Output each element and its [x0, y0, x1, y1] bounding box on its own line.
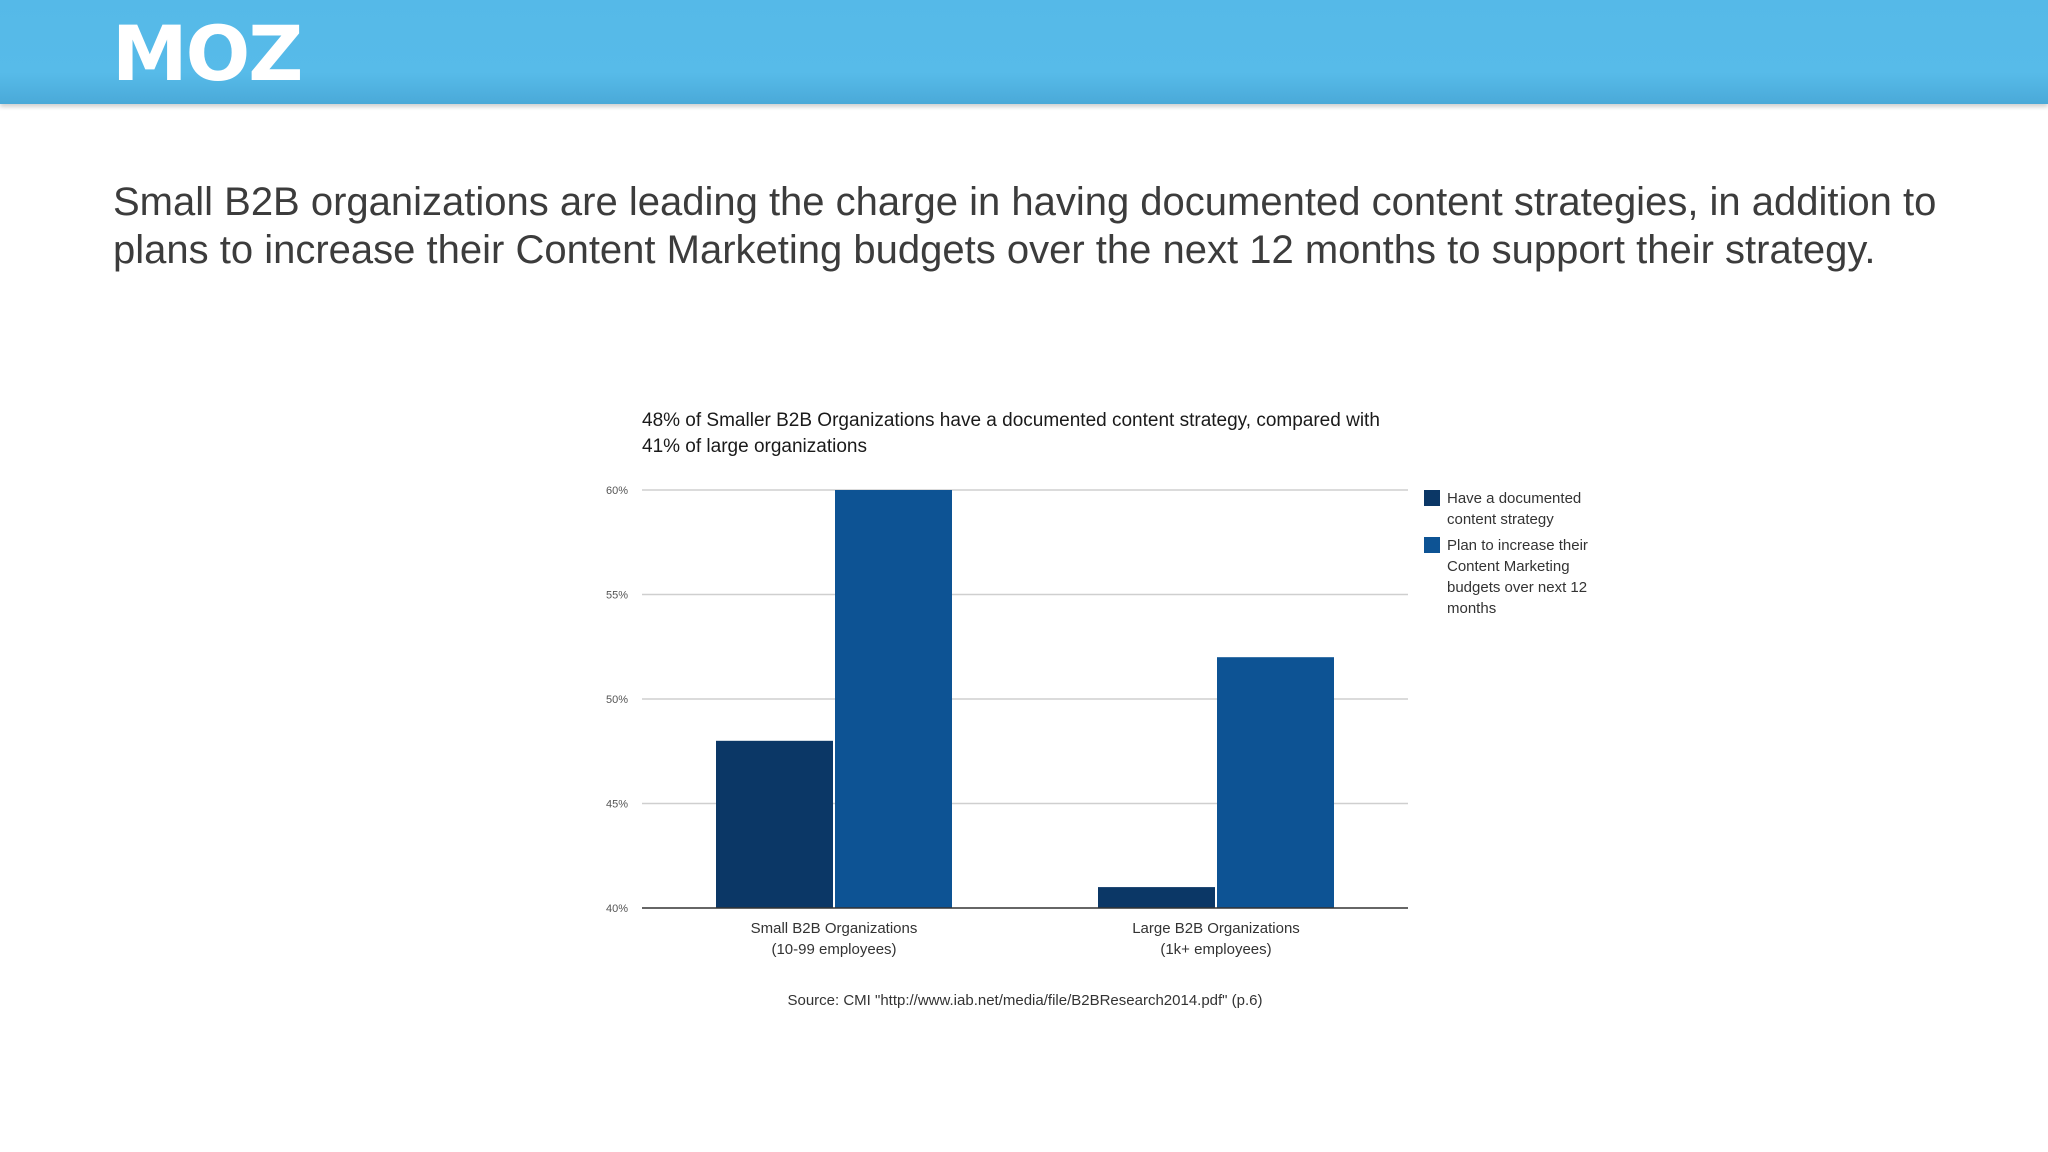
- y-tick-label: 60%: [605, 485, 628, 497]
- bar: [716, 741, 833, 908]
- legend-label: Have a documented: [1447, 490, 1582, 507]
- chart-title-line: 48% of Smaller B2B Organizations have a documented content strategy, compared with: [642, 410, 1380, 431]
- bar: [835, 490, 952, 908]
- legend-label: months: [1447, 600, 1497, 617]
- x-category-label: (1k+ employees): [1160, 941, 1272, 958]
- slide-headline: Small B2B organizations are leading the charge in having documented content strategies, in addition to plans to increase their Content Marketing budgets over the next 12 months to support their strategy.: [113, 180, 1937, 272]
- x-category-label: Small B2B Organizations: [750, 920, 918, 937]
- bar: [1217, 657, 1334, 908]
- bar: [1098, 887, 1215, 908]
- legend-label: content strategy: [1447, 511, 1554, 528]
- legend-label: budgets over next 12: [1447, 579, 1588, 596]
- x-category-label: (10-99 employees): [771, 941, 897, 958]
- x-category-label: Large B2B Organizations: [1132, 920, 1300, 937]
- y-tick-label: 45%: [605, 798, 628, 811]
- legend-label: Plan to increase their: [1447, 537, 1588, 554]
- chart-title-line: 41% of large organizations: [642, 436, 867, 457]
- legend-swatch: [1424, 537, 1440, 553]
- chart-source: Source: CMI "http://www.iab.net/media/file/B2BResearch2014.pdf" (p.6): [787, 992, 1263, 1009]
- y-tick-label: 50%: [605, 694, 628, 706]
- y-tick-label: 40%: [605, 903, 628, 915]
- legend-swatch: [1424, 490, 1440, 506]
- y-tick-label: 55%: [605, 589, 628, 602]
- moz-logo[interactable]: MOZ: [112, 9, 302, 98]
- legend-label: Content Marketing: [1447, 558, 1570, 575]
